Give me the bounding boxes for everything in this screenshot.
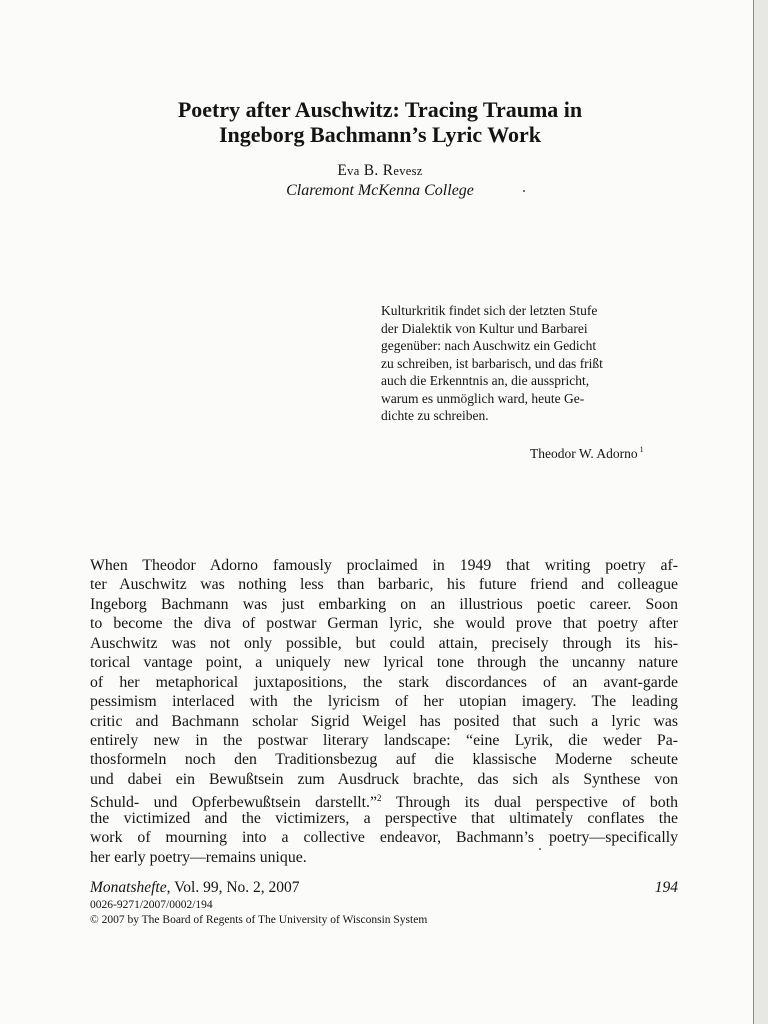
author-affiliation: Claremont McKenna College — [286, 182, 474, 199]
body-line: und dabei ein Bewußtsein zum Ausdruck brachte, das sich als Synthese von — [90, 770, 678, 788]
body-line: entirely new in the postwar literary landscape: “eine Lyrik, die weder Pa- — [90, 731, 678, 749]
body-line: Ingeborg Bachmann was just embarking on an illustrious poetic career. Soon — [90, 595, 678, 613]
epigraph-line: Kulturkritik findet sich der letzten Stufe — [381, 303, 598, 318]
article-title-line-1: Poetry after Auschwitz: Tracing Trauma in — [177, 97, 583, 122]
body-line: When Theodor Adorno famously proclaimed in 1949 that writing poetry af- — [90, 557, 678, 574]
author-name: Eva B. Revesz — [337, 162, 423, 179]
body-text — [90, 556, 678, 867]
body-line: Schuld- und Opferbewußtsein darstellt.”$^2$ Through its dual perspective of both — [90, 793, 678, 812]
body-line: pessimism interlaced with the lyricism of her utopian imagery. The leading — [90, 693, 678, 711]
epigraph-attribution: Theodor W. Adorno $^1$ — [530, 445, 644, 461]
article-title-line-2: Ingeborg Bachmann’s Lyric Work — [218, 122, 542, 147]
scan-speck — [523, 190, 525, 192]
body-line: of her metaphorical juxtapositions, the stark discordances of an avant-garde — [90, 673, 678, 691]
page-number: 194 — [654, 879, 678, 896]
issn-line: 0026-9271/2007/0002/194 — [90, 899, 213, 911]
copyright-line: © 2007 by The Board of Regents of The University of Wisconsin System — [90, 914, 428, 926]
epigraph-line: der Dialektik von Kultur und Barbarei — [381, 320, 588, 336]
body-line: Auschwitz was not only possible, but could attain, precisely through its his- — [90, 634, 678, 652]
footnote-ref[interactable]: 2 — [377, 793, 382, 804]
footnote-ref[interactable]: 1 — [639, 445, 644, 454]
body-line: to become the diva of postwar German lyric, she would prove that poetry after — [90, 615, 678, 633]
epigraph — [381, 302, 663, 425]
epigraph-line: warum es unmöglich ward, heute Ge- — [381, 390, 585, 406]
epigraph-line: zu schreiben, ist barbarisch, und das frißt — [381, 355, 603, 371]
body-line: torical vantage point, a uniquely new lyrical tone through the uncanny nature — [90, 654, 678, 672]
body-line: work of mourning into a collective endeavor, Bachmann’s poetry—specifically — [90, 829, 678, 847]
epigraph-line: auch die Erkenntnis an, die ausspricht, — [381, 373, 590, 388]
scan-margin — [754, 0, 768, 1024]
journal-citation: Monatshefte, Vol. 99, No. 2, 2007 — [90, 879, 300, 896]
epigraph-line: dichte zu schreiben. — [381, 408, 489, 423]
body-line: the victimized and the victimizers, a perspective that ultimately conflates the — [90, 809, 678, 827]
body-line: her early poetry—remains unique. — [90, 848, 307, 866]
body-line: thosformeln noch den Traditionsbezug auf die klassische Moderne scheute — [90, 751, 678, 769]
epigraph-line: gegenüber: nach Auschwitz ein Gedicht — [381, 338, 597, 353]
body-line: ter Auschwitz was nothing less than barbaric, his future friend and colleague — [90, 576, 678, 594]
body-line: critic and Bachmann scholar Sigrid Weigel has posited that such a lyric was — [90, 712, 678, 730]
scan-speck — [539, 848, 541, 850]
